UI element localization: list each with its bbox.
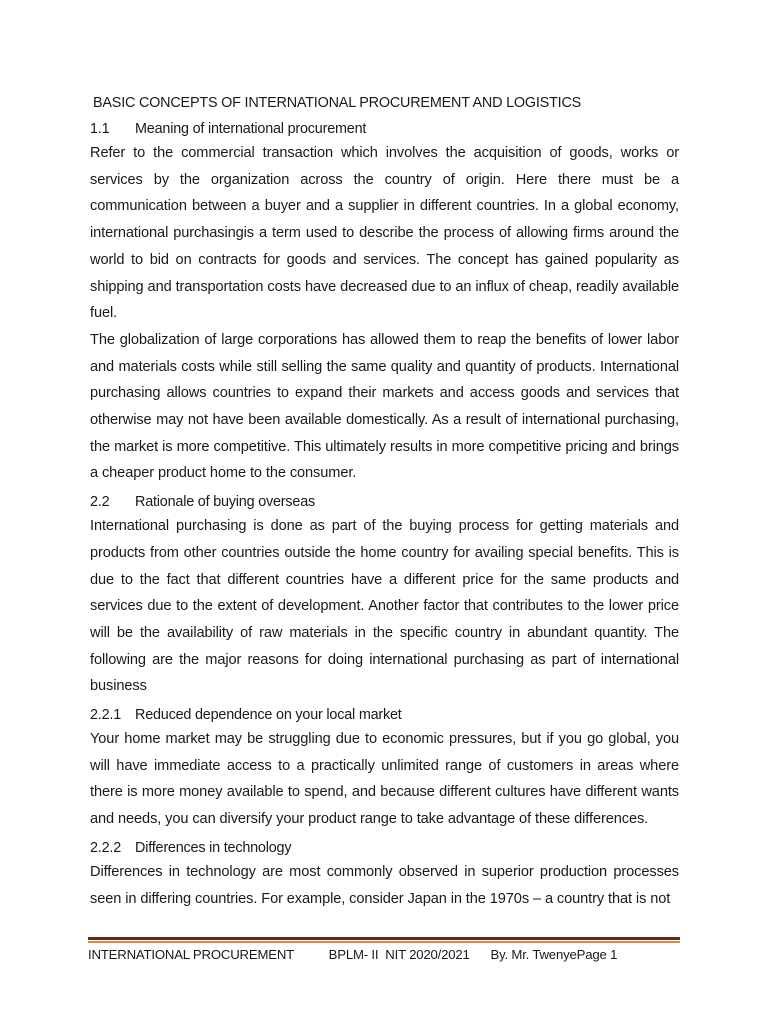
section-title: Rationale of buying overseas xyxy=(135,494,315,511)
section-title: Meaning of international procurement xyxy=(135,121,367,137)
paragraph: The globalization of large corporations has allowed them to reap the benefits of lower labor and materials costs while still selling the same quality and quantity of products. International purchasing allows countries to expand their markets and access goods and services that otherwise may not have been available domestically. As a result of international purchasing, the market is more competitive. This ultimately results in more competitive pricing and brings a cheaper product home to the consumer. xyxy=(90,331,679,482)
section-title: Reduced dependence on your local market xyxy=(135,707,402,724)
footer-rule-dark xyxy=(88,937,680,940)
section-heading-1-1 xyxy=(90,118,679,140)
footer-course: INTERNATIONAL PROCUREMENT xyxy=(88,947,295,962)
section-number: 2.2 xyxy=(90,494,110,511)
footer-author-page: By. Mr. TwenyePage 1 xyxy=(490,947,618,962)
document-body xyxy=(90,92,679,912)
paragraph: International purchasing is done as part of the buying process for getting materials and products from other countries outside the home country for availing special benefits. This is due to the fact that different countries have a different price for the same products and services due to the extent of development. Another factor that contributes to the lower price will be the availability of raw materials in the specific country in abundant quantity. The following are the major reasons for doing international purchasing as part of international business xyxy=(90,518,679,695)
section-title: Differences in technology xyxy=(135,839,292,856)
footer-rule-orange xyxy=(88,941,680,943)
page-footer xyxy=(88,937,680,962)
section-number: 1.1 xyxy=(90,121,110,137)
section-heading-2-2-1 xyxy=(90,704,679,726)
footer-text xyxy=(88,947,680,962)
section-number: 2.2.2 xyxy=(90,839,122,856)
paragraph: Refer to the commercial transaction which involves the acquisition of goods, works or services by the organization across the country of origin. Here there must be a communication between a buyer and a supplier in different countries. In a global economy, international purchasingis a term used to describe the process of allowing firms around the world to bid on contracts for goods and services. The concept has gained popularity as shipping and transportation costs have decreased due to an influx of cheap, readily available fuel. xyxy=(90,145,679,322)
section-heading-2-2 xyxy=(90,491,679,513)
document-title: BASIC CONCEPTS OF INTERNATIONAL PROCUREMENT AND LOGISTICS xyxy=(93,95,582,111)
paragraph: Differences in technology are most commonly observed in superior production processes seen in differing countries. For example, consider Japan in the 1970s – a country that is not xyxy=(90,863,679,907)
section-heading-2-2-2 xyxy=(90,837,679,859)
section-number: 2.2.1 xyxy=(90,707,122,724)
paragraph: Your home market may be struggling due to economic pressures, but if you go global, you will have immediate access to a practically unlimited range of customers in areas where there is more money available to spend, and because different cultures have different wants and needs, you can diversify your product range to take advantage of these differences. xyxy=(90,731,679,828)
footer-program: BPLM- II NIT 2020/2021 xyxy=(328,947,470,962)
